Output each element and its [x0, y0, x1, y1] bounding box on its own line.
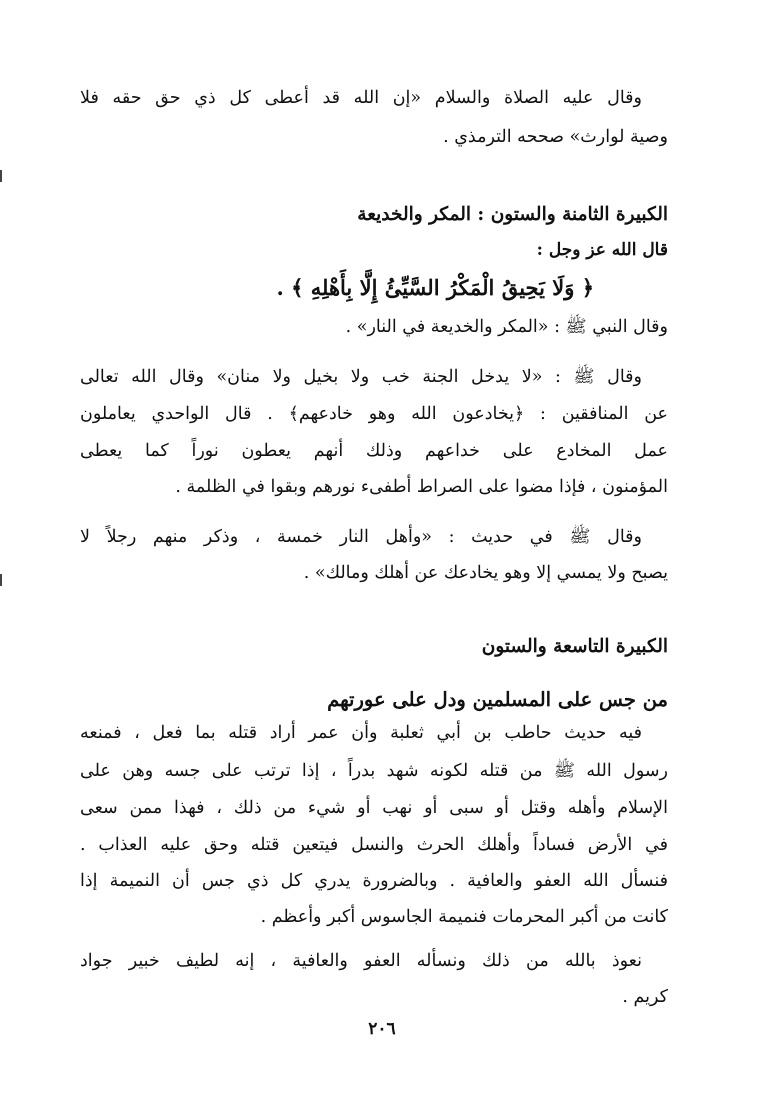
- text-line: رسول الله ﷺ من قتله لكونه شهد بدراً ، إذا ترتب على جسه وهن على: [80, 761, 668, 781]
- text-line: عن المنافقين : ﴿يخادعون الله وهو خادعهم﴾ . قال الواحدي يعاملون: [80, 404, 668, 424]
- page-number: ٢٠٦: [368, 1019, 396, 1039]
- text-line: وقال ﷺ في حديث : «وأهل النار خمسة ، وذكر منهم رجلاً لا: [80, 527, 642, 547]
- section-heading: الكبيرة التاسعة والستون: [481, 636, 668, 657]
- quote-intro: قال الله عز وجل :: [536, 240, 668, 260]
- text-line: وقال ﷺ : «لا يدخل الجنة خب ولا بخيل ولا منان» وقال الله تعالى: [80, 367, 642, 387]
- text-line: المؤمنون ، فإذا مضوا على الصراط أطفىء نورهم وبقوا في الظلمة .: [175, 477, 668, 497]
- hadith-line: وقال النبي ﷺ : «المكر والخديعة في النار» .: [345, 317, 668, 337]
- text-line: كريم .: [622, 987, 668, 1007]
- section-subheading: من جس على المسلمين ودل على عورتهم: [327, 688, 668, 711]
- quran-verse: ﴿ وَلَا يَحِيقُ الْمَكْرُ السَّيِّئُ إِلَّا بِأَهْلِهِ ﴾ .: [276, 275, 594, 300]
- scan-edge-mark: [0, 574, 2, 586]
- text-line: وقال عليه الصلاة والسلام «إن الله قد أعطى كل ذي حق حقه فلا: [80, 88, 642, 108]
- text-line: يصبح ولا يمسي إلا وهو يخادعك عن أهلك ومالك» .: [303, 563, 668, 583]
- text-line: في الأرض فساداً وأهلك الحرث والنسل فيتعين قتله وحق عليه العذاب .: [80, 835, 668, 855]
- text-line: وصية لوارث» صححه الترمذي .: [443, 127, 668, 147]
- text-line: كانت من أكبر المحرمات فنميمة الجاسوس أكبر وأعظم .: [260, 907, 668, 927]
- text-line: فيه حديث حاطب بن أبي ثعلبة وأن عمر أراد قتله بما فعل ، فمنعه: [80, 723, 642, 743]
- text-line: الإسلام وأهله وقتل أو سبى أو نهب أو شيء من ذلك ، فهذا ممن سعى: [80, 798, 668, 818]
- text-line: فنسأل الله العفو والعافية . وبالضرورة يدري كل ذي جس أن النميمة إذا: [80, 871, 668, 891]
- text-line: عمل المخادع على خداعهم وذلك أنهم يعطون نوراً كما يعطى: [80, 441, 668, 461]
- scan-edge-mark: [0, 170, 2, 182]
- section-heading: الكبيرة الثامنة والستون : المكر والخديعة: [357, 204, 668, 225]
- text-line: نعوذ بالله من ذلك ونسأله العفو والعافية ، إنه لطيف خبير جواد: [80, 951, 642, 971]
